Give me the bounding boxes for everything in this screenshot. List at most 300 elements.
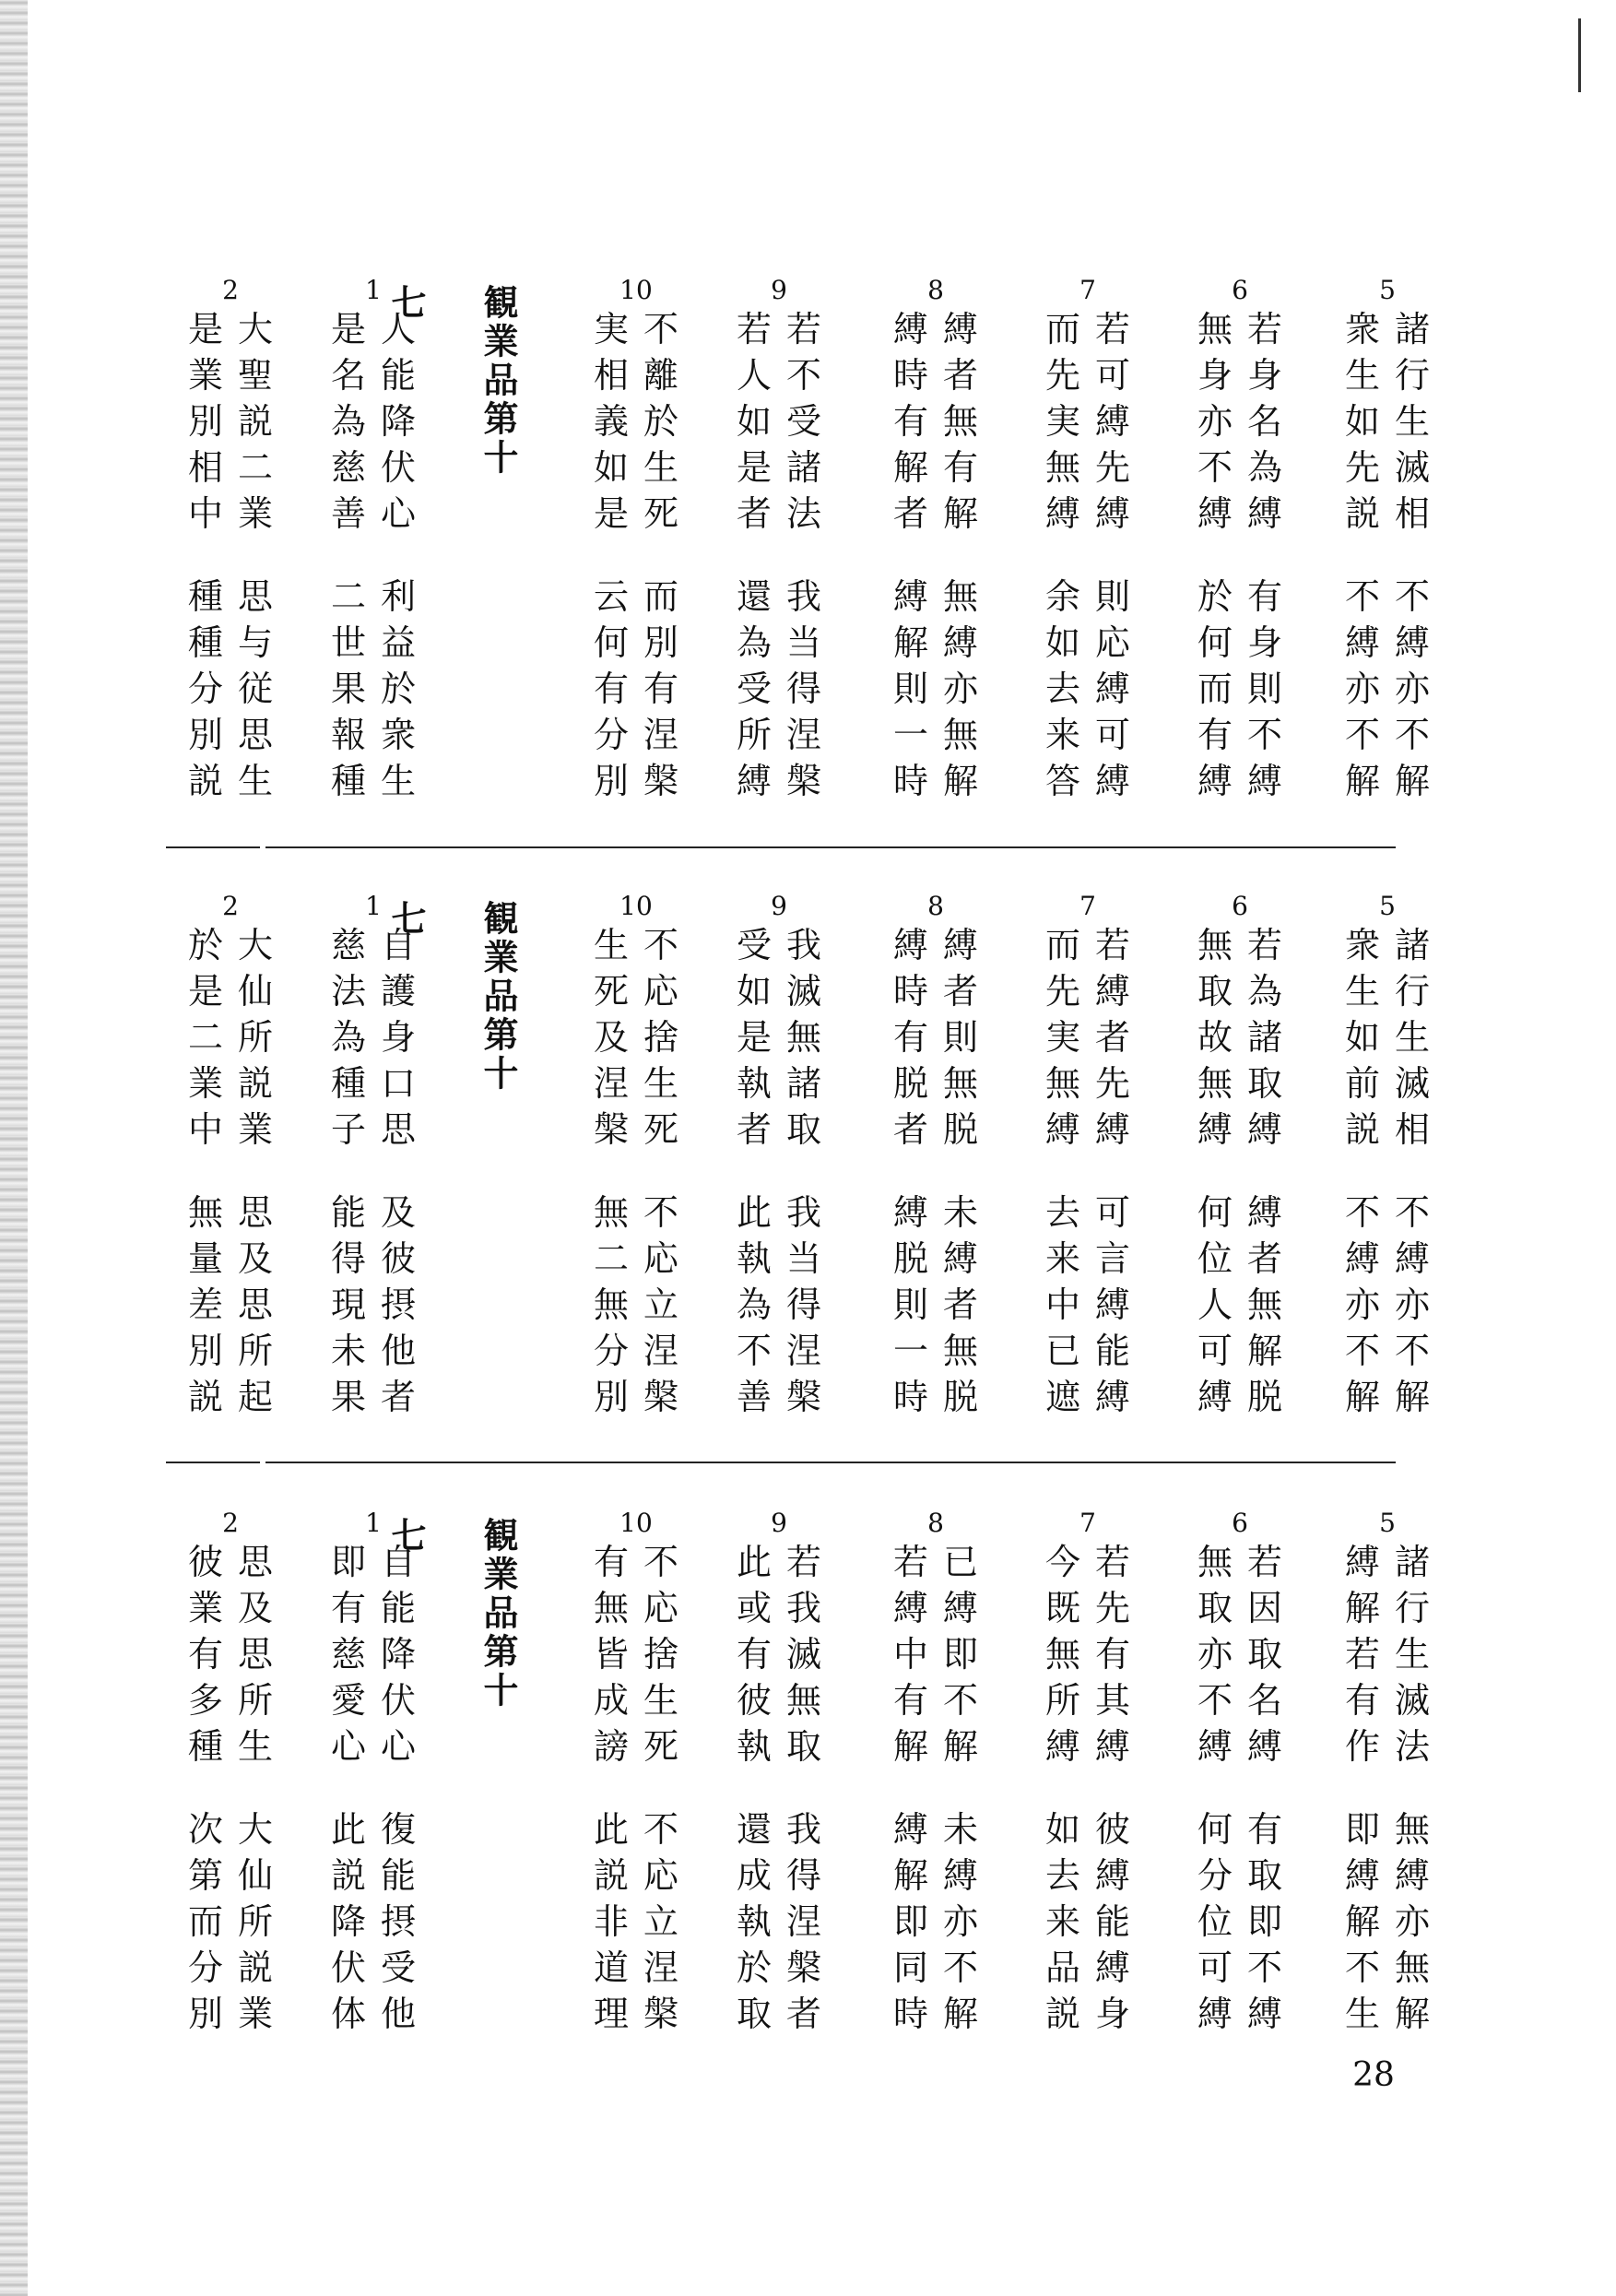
- verse-line: 不 為: [1197, 447, 1282, 488]
- verse-line: 有 滅: [1344, 1680, 1430, 1721]
- verse-line: 時 者: [892, 971, 978, 1012]
- verse-line: 謗 死: [593, 1726, 678, 1767]
- verse-number: 1: [365, 891, 382, 921]
- verse-line: 縛 未: [892, 1192, 978, 1233]
- verse-line: 不 名: [1197, 1680, 1282, 1721]
- page-number: 28: [1352, 2056, 1395, 2094]
- verse: [590, 277, 682, 848]
- verse-line: 説 生: [187, 761, 273, 801]
- verse-line: 無 若: [1197, 1542, 1282, 1582]
- verse-bottom-half: [733, 1806, 825, 2037]
- verse-line: 理 槃: [593, 1994, 678, 2034]
- verse-line: 何 別: [593, 622, 678, 663]
- verse-line: 業 説: [187, 1063, 273, 1104]
- verse-line: 是 人: [330, 309, 416, 349]
- verse-line: 皆 捨: [593, 1634, 678, 1675]
- verse-line: 而 則: [1197, 669, 1282, 709]
- verse-line: 未 他: [330, 1331, 416, 1371]
- verse-number: 5: [1379, 1508, 1396, 1538]
- verse-line: 去 可: [1044, 1192, 1130, 1233]
- verse-line: 還 我: [736, 576, 821, 617]
- verse-line: 已 能: [1044, 1331, 1130, 1371]
- verse-line: 種 生: [187, 1726, 273, 1767]
- verse-top-half: [184, 1539, 277, 1769]
- verse-line: 而 所: [187, 1901, 273, 1942]
- verse-line: 縛 無: [892, 576, 978, 617]
- verse-line: 縛 縛: [1197, 1109, 1282, 1150]
- verse-line: 所 涅: [736, 715, 821, 755]
- verse-line: 心 心: [330, 1726, 416, 1767]
- verse-line: 云 而: [593, 576, 678, 617]
- verse-line: 先 滅: [1344, 447, 1430, 488]
- verse-line: 有 有: [593, 669, 678, 709]
- verse-line: 無 応: [593, 1588, 678, 1628]
- verse: [184, 277, 277, 848]
- verse-line: 前 滅: [1344, 1063, 1430, 1104]
- verse-bottom-half: [327, 1189, 419, 1420]
- verse-top-half: [327, 1539, 419, 1769]
- verse-line: 分 説: [187, 1947, 273, 1988]
- verse-line: 此 復: [330, 1809, 416, 1850]
- verse-number: 5: [1379, 275, 1396, 305]
- verse-line: 不 不: [1344, 576, 1430, 617]
- verse-line: 義 於: [593, 401, 678, 442]
- verse: [327, 1509, 419, 2081]
- verse-line: 相 二: [187, 447, 273, 488]
- verse-line: 業 及: [187, 1588, 273, 1628]
- verse-top-half: [1194, 922, 1286, 1153]
- verse-line: 彼 思: [187, 1542, 273, 1582]
- verse-line: 身 身: [1197, 355, 1282, 396]
- verse-line: 有 不: [1197, 715, 1282, 755]
- verse-number: 8: [927, 891, 944, 921]
- verse-line: 還 我: [736, 1809, 821, 1850]
- verse-number: 10: [619, 275, 653, 305]
- verse-line: 如 滅: [736, 971, 821, 1012]
- verse-bottom-half: [1194, 1806, 1286, 2037]
- verse-top-half: [890, 922, 982, 1153]
- verse-line: 先 縛: [1044, 971, 1130, 1012]
- verse-line: 位 即: [1197, 1901, 1282, 1942]
- verse-line: 成 生: [593, 1680, 678, 1721]
- verse-line: 衆 諸: [1344, 309, 1430, 349]
- verse-line: 如 彼: [1044, 1809, 1130, 1850]
- verse: [590, 1509, 682, 2081]
- verse-top-half: [1341, 1539, 1433, 1769]
- verse-line: 亦 取: [1197, 1634, 1282, 1675]
- verse-bottom-half: [1341, 1189, 1433, 1420]
- verse: [327, 277, 419, 848]
- verse-top-half: [1042, 922, 1134, 1153]
- verse-line: 実 不: [593, 309, 678, 349]
- verse: [1042, 1509, 1134, 2081]
- verse: [1042, 893, 1134, 1464]
- verse-number: 7: [1079, 891, 1096, 921]
- verse-line: 縛 未: [892, 1809, 978, 1850]
- verse-line: 執 当: [736, 1238, 821, 1279]
- verse-number: 6: [1232, 1508, 1248, 1538]
- verse: [890, 1509, 982, 2081]
- verse-line: 槃 死: [593, 1109, 678, 1150]
- verse-line: 及 捨: [593, 1017, 678, 1058]
- verse-line: 可 解: [1197, 1331, 1282, 1371]
- verse-line: 果 者: [330, 1377, 416, 1417]
- verse-top-half: [890, 1539, 982, 1769]
- verse-line: 取 為: [1197, 971, 1282, 1012]
- verse-line: 生 解: [1344, 1994, 1430, 2034]
- verse-line: 種 与: [187, 622, 273, 663]
- corner-mark: [1578, 18, 1581, 92]
- verse-line: 慈 自: [330, 925, 416, 965]
- verse-line: 不 無: [1344, 1947, 1430, 1988]
- verse-top-half: [184, 306, 277, 537]
- verse-line: 何 縛: [1197, 1192, 1282, 1233]
- verse-line: 縛 縛: [1344, 1855, 1430, 1896]
- verse-line: 縛 縛: [892, 309, 978, 349]
- verse-line: 相 離: [593, 355, 678, 396]
- verse-line: 若 若: [736, 309, 821, 349]
- verse-line: 解 縛: [892, 1855, 978, 1896]
- verse-bottom-half: [590, 1806, 682, 2037]
- verse-bottom-half: [890, 1189, 982, 1420]
- verse-top-half: [590, 922, 682, 1153]
- verse-bottom-half: [1042, 574, 1134, 804]
- verse-line: 有 不: [593, 1542, 678, 1582]
- verse-number: 9: [771, 1508, 787, 1538]
- verse-line: 果 於: [330, 669, 416, 709]
- verse-line: 降 摂: [330, 1901, 416, 1942]
- verse-line: 解 有: [892, 447, 978, 488]
- verse-line: 為 当: [736, 622, 821, 663]
- verse-line: 善 槃: [736, 1377, 821, 1417]
- verse-line: 有 滅: [736, 1634, 821, 1675]
- verse-number: 2: [222, 275, 239, 305]
- chapter-title: 観業品第十七: [385, 900, 519, 1094]
- verse-line: 時 解: [892, 1994, 978, 2034]
- verse-line: 如 生: [1344, 1017, 1430, 1058]
- verse-line: 中 業: [187, 1109, 273, 1150]
- verse-top-half: [733, 306, 825, 537]
- verse-line: 取 因: [1197, 1588, 1282, 1628]
- verse-line: 取 者: [736, 1994, 821, 2034]
- divider-long: [265, 1462, 1396, 1463]
- verse-line: 者 法: [736, 493, 821, 534]
- verse-line: 余 則: [1044, 576, 1130, 617]
- verse-line: 若 生: [1344, 1634, 1430, 1675]
- verse-top-half: [590, 306, 682, 537]
- verse-line: 無 有: [1044, 1634, 1130, 1675]
- verse-line: 縛 脱: [1197, 1377, 1282, 1417]
- verse-line: 説 応: [593, 1855, 678, 1896]
- verse-bottom-half: [1194, 574, 1286, 804]
- verse-line: 不 不: [1344, 1331, 1430, 1371]
- verse-line: 慈 伏: [330, 447, 416, 488]
- verse-bottom-half: [184, 574, 277, 804]
- verse-line: 名 能: [330, 355, 416, 396]
- verse-bottom-half: [327, 1806, 419, 2037]
- verse-line: 解 行: [1344, 1588, 1430, 1628]
- verse-line: 縛 縛: [1197, 1726, 1282, 1767]
- divider-short: [166, 1462, 260, 1463]
- verse: [1194, 1509, 1286, 2081]
- verse-top-half: [327, 922, 419, 1153]
- verse-top-half: [184, 922, 277, 1153]
- verse-number: 8: [927, 1508, 944, 1538]
- verse-line: 二 所: [187, 1017, 273, 1058]
- verse: [184, 1509, 277, 2081]
- verse-line: 縛 縛: [1344, 622, 1430, 663]
- verse-line: 如 受: [736, 401, 821, 442]
- verse-line: 彼 無: [736, 1680, 821, 1721]
- verse-line: 故 諸: [1197, 1017, 1282, 1058]
- verse-line: 分 取: [1197, 1855, 1282, 1896]
- verse-line: 執 取: [736, 1726, 821, 1767]
- verse-line: 如 生: [593, 447, 678, 488]
- verse-line: 不 不: [1344, 715, 1430, 755]
- verse-line: 即 自: [330, 1542, 416, 1582]
- verse-line: 如 応: [1044, 622, 1130, 663]
- verse-top-half: [327, 306, 419, 537]
- verse-line: 第 仙: [187, 1855, 273, 1896]
- verse-top-half: [733, 922, 825, 1153]
- verse-top-half: [1341, 922, 1433, 1153]
- verse-line: 縛 諸: [1344, 1542, 1430, 1582]
- verse-line: 次 大: [187, 1809, 273, 1850]
- verse-line: 別 説: [187, 401, 273, 442]
- verse-bottom-half: [733, 1189, 825, 1420]
- verse-line: 有 能: [330, 1588, 416, 1628]
- verse: [327, 893, 419, 1464]
- verse-number: 6: [1232, 275, 1248, 305]
- verse-line: 亦 亦: [1344, 669, 1430, 709]
- verse: [1042, 277, 1134, 848]
- verse-line: 業 聖: [187, 355, 273, 396]
- verse-line: 分 涅: [593, 1331, 678, 1371]
- verse-line: 執 涅: [736, 1901, 821, 1942]
- verse-line: 答 縛: [1044, 761, 1130, 801]
- verse-line: 何 身: [1197, 622, 1282, 663]
- verse-line: 無 取: [1197, 1063, 1282, 1104]
- verse-line: 而 若: [1044, 925, 1130, 965]
- verse-line: 解 亦: [1344, 1901, 1430, 1942]
- verse-line: 一 無: [892, 1331, 978, 1371]
- verse-bottom-half: [184, 1189, 277, 1420]
- verse-line: 現 摂: [330, 1284, 416, 1325]
- verse: [184, 893, 277, 1464]
- verse-line: 能 及: [330, 1192, 416, 1233]
- verse-bottom-half: [1194, 1189, 1286, 1420]
- verse-number: 9: [771, 275, 787, 305]
- verse-line: 説 起: [187, 1377, 273, 1417]
- verse-line: 非 立: [593, 1901, 678, 1942]
- verse-line: 縛 縛: [1044, 1109, 1130, 1150]
- verse-line: 於 有: [1197, 576, 1282, 617]
- verse-line: 即 亦: [892, 1901, 978, 1942]
- verse-line: 縛 縛: [892, 1588, 978, 1628]
- verse-line: 無 若: [1197, 925, 1282, 965]
- verse-line: 若 已: [892, 1542, 978, 1582]
- verse-line: 愛 伏: [330, 1680, 416, 1721]
- verse-line: 為 得: [736, 1284, 821, 1325]
- verse-number: 7: [1079, 275, 1096, 305]
- verse: [1194, 893, 1286, 1464]
- verse-line: 而 若: [1044, 309, 1130, 349]
- verse: [1194, 277, 1286, 848]
- chapter-title: 観業品第十七: [385, 1517, 519, 1710]
- verse-line: 来 可: [1044, 715, 1130, 755]
- verse-line: 縛 縛: [1044, 1726, 1130, 1767]
- verse-line: 受 我: [736, 925, 821, 965]
- verse-line: 世 益: [330, 622, 416, 663]
- verse: [890, 893, 982, 1464]
- verse-line: 有 無: [892, 401, 978, 442]
- verse-line: 死 応: [593, 971, 678, 1012]
- verse-line: 得 彼: [330, 1238, 416, 1279]
- verse-number: 10: [619, 891, 653, 921]
- verse-line: 分 涅: [593, 715, 678, 755]
- verse-top-half: [1194, 306, 1286, 537]
- verse-line: 説 相: [1344, 493, 1430, 534]
- verse-line: 此 不: [593, 1809, 678, 1850]
- verse-bottom-half: [327, 574, 419, 804]
- verse-line: 無 先: [1044, 447, 1130, 488]
- verse-line: 中 縛: [1044, 1284, 1130, 1325]
- verse-bottom-half: [1042, 1189, 1134, 1420]
- verse-line: 衆 諸: [1344, 925, 1430, 965]
- verse-line: 別 思: [187, 715, 273, 755]
- verse-line: 脱 縛: [892, 1238, 978, 1279]
- verse-line: 解 縛: [892, 622, 978, 663]
- verse-line: 縛 縛: [892, 925, 978, 965]
- verse-line: 慈 降: [330, 1634, 416, 1675]
- verse-line: 時 解: [892, 761, 978, 801]
- verse-line: 一 無: [892, 715, 978, 755]
- verse-line: 別 槃: [593, 761, 678, 801]
- verse-line: 不 涅: [736, 1331, 821, 1371]
- verse-bottom-half: [733, 574, 825, 804]
- verse-top-half: [1194, 1539, 1286, 1769]
- verse-line: 去 縛: [1044, 669, 1130, 709]
- verse-line: 同 不: [892, 1947, 978, 1988]
- verse-line: 品 縛: [1044, 1947, 1130, 1988]
- verse: [733, 277, 825, 848]
- verse-top-half: [1042, 306, 1134, 537]
- verse-line: 来 能: [1044, 1901, 1130, 1942]
- verse-number: 1: [365, 275, 382, 305]
- verse-line: 種 思: [187, 576, 273, 617]
- verse-line: 則 亦: [892, 669, 978, 709]
- verse-line: 無 不: [593, 1192, 678, 1233]
- verse-line: 人 無: [1197, 1284, 1282, 1325]
- verse-number: 8: [927, 275, 944, 305]
- verse-line: 体 他: [330, 1994, 416, 2034]
- verse-line: 報 衆: [330, 715, 416, 755]
- verse-line: 作 法: [1344, 1726, 1430, 1767]
- verse-line: 有 不: [892, 1680, 978, 1721]
- verse-line: 種 口: [330, 1063, 416, 1104]
- verse-line: 法 護: [330, 971, 416, 1012]
- verse-number: 2: [222, 1508, 239, 1538]
- verse-line: 或 我: [736, 1588, 821, 1628]
- verse: [1341, 893, 1433, 1464]
- verse-line: 量 及: [187, 1238, 273, 1279]
- verse-line: 者 脱: [892, 1109, 978, 1150]
- verse-line: 生 行: [1344, 355, 1430, 396]
- verse-line: 分 従: [187, 669, 273, 709]
- verse-line: 如 生: [1344, 401, 1430, 442]
- verse-line: 善 心: [330, 493, 416, 534]
- verse-line: 成 得: [736, 1855, 821, 1896]
- verse-line: 解 解: [892, 1726, 978, 1767]
- verse-line: 不 不: [1344, 1192, 1430, 1233]
- verse-number: 1: [365, 1508, 382, 1538]
- verse-line: 無 若: [1197, 309, 1282, 349]
- verse-bottom-half: [1042, 1806, 1134, 2037]
- verse-line: 執 諸: [736, 1063, 821, 1104]
- verse-line: 二 利: [330, 576, 416, 617]
- verse-line: 即 無: [1344, 1809, 1430, 1850]
- verse-line: 縛 縛: [1197, 493, 1282, 534]
- verse-number: 7: [1079, 1508, 1096, 1538]
- divider-short: [166, 846, 260, 848]
- verse-bottom-half: [1341, 1806, 1433, 2037]
- verse-line: 是 死: [593, 493, 678, 534]
- verse-top-half: [890, 306, 982, 537]
- verse-number: 5: [1379, 891, 1396, 921]
- verse-line: 時 者: [892, 355, 978, 396]
- verse-line: 縛 槃: [736, 761, 821, 801]
- verse-line: 別 槃: [593, 1377, 678, 1417]
- verse-bottom-half: [590, 1189, 682, 1420]
- verse-line: 是 仙: [187, 971, 273, 1012]
- verse-line: 涅 生: [593, 1063, 678, 1104]
- verse-line: 者 解: [892, 493, 978, 534]
- verse-line: 人 不: [736, 355, 821, 396]
- verse-line: 説 身: [1044, 1994, 1130, 2034]
- verse-line: 説 相: [1344, 1109, 1430, 1150]
- verse-number: 6: [1232, 891, 1248, 921]
- verse-line: 此 我: [736, 1192, 821, 1233]
- verse-line: 位 者: [1197, 1238, 1282, 1279]
- verse-line: 是 大: [187, 309, 273, 349]
- verse: [1341, 277, 1433, 848]
- verse-line: 所 其: [1044, 1680, 1130, 1721]
- verse-line: 何 有: [1197, 1809, 1282, 1850]
- verse-bottom-half: [1341, 574, 1433, 804]
- verse-line: 亦 亦: [1344, 1284, 1430, 1325]
- verse-line: 縛 縛: [1197, 761, 1282, 801]
- verse-line: 既 先: [1044, 1588, 1130, 1628]
- verse-line: 先 可: [1044, 355, 1130, 396]
- verse-line: 別 業: [187, 1994, 273, 2034]
- verse-line: 縛 縛: [1044, 493, 1130, 534]
- verse-line: 亦 名: [1197, 401, 1282, 442]
- verse-bottom-half: [890, 1806, 982, 2037]
- verse: [890, 277, 982, 848]
- verse-line: 別 所: [187, 1331, 273, 1371]
- verse-bottom-half: [890, 574, 982, 804]
- verse-line: 子 思: [330, 1109, 416, 1150]
- verse-line: 有 思: [187, 1634, 273, 1675]
- verse-line: 生 行: [1344, 971, 1430, 1012]
- verse-top-half: [590, 1539, 682, 1769]
- verse-line: 是 無: [736, 1017, 821, 1058]
- verse-line: 差 思: [187, 1284, 273, 1325]
- verse-top-half: [1341, 306, 1433, 537]
- verse-line: 中 業: [187, 493, 273, 534]
- verse-line: 説 能: [330, 1855, 416, 1896]
- verse-line: 今 若: [1044, 1542, 1130, 1582]
